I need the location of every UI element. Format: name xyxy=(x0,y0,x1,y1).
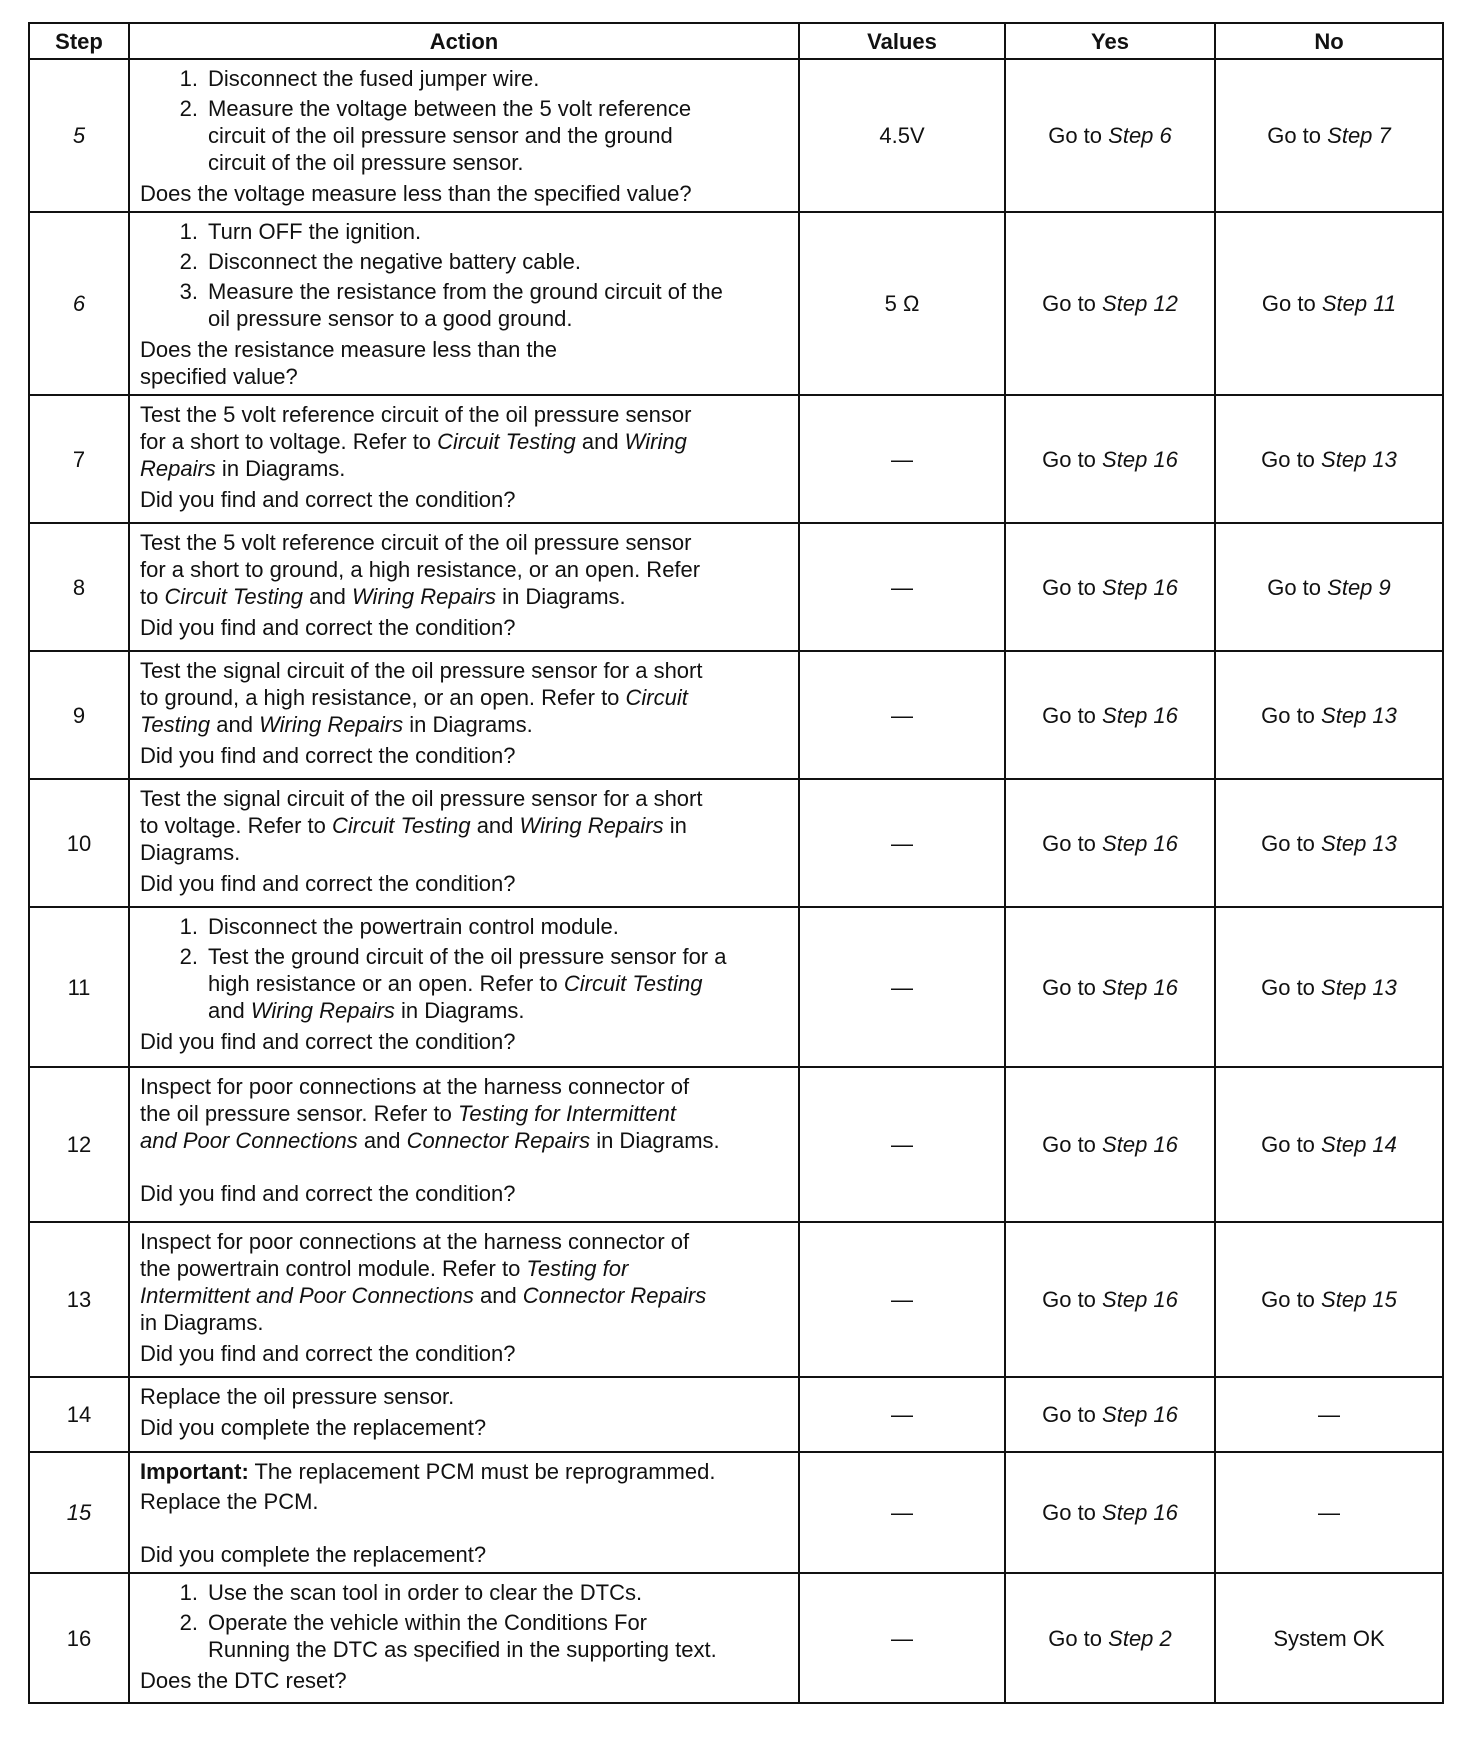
table-row xyxy=(29,1222,1443,1377)
no-cell xyxy=(1215,907,1443,1067)
step-number: 5 xyxy=(29,59,129,212)
important-label: Important: xyxy=(140,1459,249,1484)
no-target: Step 13 xyxy=(1321,702,1397,728)
no-prefix: Go to xyxy=(1267,574,1322,600)
col-header-no: No xyxy=(1215,23,1443,59)
item-text: Measure the resistance from the ground circuit of the oil pressure sensor to a good ground. xyxy=(208,279,723,331)
no-cell xyxy=(1215,59,1443,212)
no-target: Step 13 xyxy=(1321,446,1397,472)
value-cell: 4.5V xyxy=(799,59,1005,212)
action-cell xyxy=(129,779,799,907)
no-cell xyxy=(1215,779,1443,907)
table-row xyxy=(29,212,1443,395)
header-row xyxy=(29,23,1443,59)
no-cell xyxy=(1215,1222,1443,1377)
action-cell xyxy=(129,1452,799,1573)
value-cell: — xyxy=(799,779,1005,907)
no-cell: — xyxy=(1215,1452,1443,1573)
no-target: Step 13 xyxy=(1321,974,1397,1000)
no-target: Step 13 xyxy=(1321,830,1397,856)
yes-prefix: Go to xyxy=(1048,1625,1103,1651)
item-text: Disconnect the negative battery cable. xyxy=(208,249,582,274)
yes-prefix: Go to xyxy=(1042,830,1096,856)
no-target: Step 11 xyxy=(1321,291,1397,316)
no-prefix: Go to xyxy=(1267,123,1322,148)
table-row xyxy=(29,651,1443,779)
table-row xyxy=(29,1067,1443,1222)
list-item: 2. Test the ground circuit of the oil pressure sensor for a high resistance or an open. Refer to Circuit Testing and Wiring Repairs in Diagrams. xyxy=(140,943,792,1024)
action-cell xyxy=(129,1067,799,1222)
yes-target: Step 2 xyxy=(1108,1625,1172,1651)
important-text: The replacement PCM must be reprogrammed. xyxy=(248,1459,716,1484)
action-text: Inspect for poor connections at the harness connector of the powertrain control module. Refer to Testing for Intermittent and Poor Connections and Connector Repairs in Diagrams. xyxy=(140,1229,707,1335)
value-cell: — xyxy=(799,1222,1005,1377)
table-row xyxy=(29,1452,1443,1573)
no-prefix: Go to xyxy=(1261,830,1315,856)
list-item: 1. Disconnect the fused jumper wire. xyxy=(140,65,792,92)
yes-target: Step 16 xyxy=(1102,1287,1178,1312)
action-cell xyxy=(129,651,799,779)
list-item: 1. Turn OFF the ignition. xyxy=(140,218,792,245)
step-number: 9 xyxy=(29,651,129,779)
question-text: Does the resistance measure less than the specified value? xyxy=(140,337,558,389)
list-item: 1. Use the scan tool in order to clear the DTCs. xyxy=(140,1579,792,1606)
table-row xyxy=(29,1573,1443,1703)
item-text: Operate the vehicle within the Conditions For Running the DTC as specified in the supporting text. xyxy=(208,1610,717,1662)
no-cell: System OK xyxy=(1215,1573,1443,1703)
step-number: 12 xyxy=(29,1067,129,1222)
col-header-action: Action xyxy=(129,23,799,59)
yes-target: Step 16 xyxy=(1102,830,1178,856)
action-text: Test the signal circuit of the oil pressure sensor for a short to ground, a high resistance, or an open. Refer to Circuit Testing and Wiring Repairs in Diagrams. xyxy=(140,658,703,737)
no-prefix: Go to xyxy=(1261,702,1315,728)
item-text: Turn OFF the ignition. xyxy=(208,219,422,244)
question-text: Does the voltage measure less than the specified value? xyxy=(140,181,692,206)
question-text: Did you find and correct the condition? xyxy=(140,487,516,512)
action-text: Test the signal circuit of the oil pressure sensor for a short to voltage. Refer to Circuit Testing and Wiring Repairs in Diagrams. xyxy=(140,786,703,865)
value-cell: — xyxy=(799,1573,1005,1703)
action-cell xyxy=(129,395,799,523)
yes-target: Step 16 xyxy=(1102,974,1178,1000)
value-cell: — xyxy=(799,651,1005,779)
item-text: Use the scan tool in order to clear the DTCs. xyxy=(208,1580,643,1605)
step-number: 16 xyxy=(29,1573,129,1703)
important-note xyxy=(140,1458,792,1485)
yes-cell xyxy=(1005,1452,1215,1573)
list-item: 2. Measure the voltage between the 5 volt reference circuit of the oil pressure sensor and the ground circuit of the oil pressure sensor. xyxy=(140,95,792,176)
value-cell: — xyxy=(799,395,1005,523)
list-item: 2. Operate the vehicle within the Conditions For Running the DTC as specified in the supporting text. xyxy=(140,1609,792,1663)
question-text: Does the DTC reset? xyxy=(140,1668,347,1693)
yes-cell xyxy=(1005,1377,1215,1452)
yes-cell xyxy=(1005,395,1215,523)
step-number: 7 xyxy=(29,395,129,523)
yes-target: Step 16 xyxy=(1102,1132,1178,1157)
yes-cell xyxy=(1005,523,1215,651)
yes-target: Step 16 xyxy=(1102,446,1178,472)
value-cell: — xyxy=(799,1377,1005,1452)
yes-cell xyxy=(1005,779,1215,907)
yes-cell xyxy=(1005,651,1215,779)
question-text: Did you find and correct the condition? xyxy=(140,615,516,640)
yes-prefix: Go to xyxy=(1042,1402,1096,1427)
item-text: Disconnect the powertrain control module. xyxy=(208,914,619,939)
no-cell xyxy=(1215,651,1443,779)
no-prefix: Go to xyxy=(1261,1287,1315,1312)
table-row xyxy=(29,395,1443,523)
value-cell: — xyxy=(799,907,1005,1067)
yes-prefix: Go to xyxy=(1042,291,1096,316)
action-cell xyxy=(129,1573,799,1703)
yes-cell xyxy=(1005,59,1215,212)
yes-target: Step 16 xyxy=(1102,574,1178,600)
col-header-yes: Yes xyxy=(1005,23,1215,59)
item-text: Measure the voltage between the 5 volt reference circuit of the oil pressure sensor and the ground circuit of the oil pressure sensor. xyxy=(208,96,692,175)
value-cell: — xyxy=(799,1452,1005,1573)
question-text: Did you find and correct the condition? xyxy=(140,1181,516,1206)
question-text: Did you complete the replacement? xyxy=(140,1415,487,1440)
step-number: 15 xyxy=(29,1452,129,1573)
action-text: Test the 5 volt reference circuit of the oil pressure sensor for a short to voltage. Refer to Circuit Testing and Wiring Repairs in Diagrams. xyxy=(140,402,692,481)
value-cell: 5 Ω xyxy=(799,212,1005,395)
yes-cell xyxy=(1005,212,1215,395)
action-cell xyxy=(129,1222,799,1377)
action-cell xyxy=(129,212,799,395)
yes-cell xyxy=(1005,1067,1215,1222)
no-target: Step 14 xyxy=(1321,1132,1397,1157)
step-number: 14 xyxy=(29,1377,129,1452)
action-cell xyxy=(129,907,799,1067)
yes-prefix: Go to xyxy=(1042,702,1096,728)
list-item: 3. Measure the resistance from the ground circuit of the oil pressure sensor to a good ground. xyxy=(140,278,792,332)
list-item: 1. Disconnect the powertrain control module. xyxy=(140,913,792,940)
yes-prefix: Go to xyxy=(1042,574,1096,600)
action-text: Replace the PCM. xyxy=(140,1489,319,1514)
action-cell xyxy=(129,59,799,212)
table-row xyxy=(29,907,1443,1067)
yes-target: Step 16 xyxy=(1102,1402,1178,1427)
list-item: 2. Disconnect the negative battery cable. xyxy=(140,248,792,275)
yes-target: Step 6 xyxy=(1108,123,1172,148)
no-target: Step 9 xyxy=(1327,574,1391,600)
item-text: Test the ground circuit of the oil pressure sensor for a high resistance or an open. Refer to Circuit Testing and Wiring Repairs in Diagrams. xyxy=(208,944,727,1023)
no-cell xyxy=(1215,523,1443,651)
no-target: Step 15 xyxy=(1321,1287,1397,1312)
yes-target: Step 16 xyxy=(1102,702,1178,728)
question-text: Did you find and correct the condition? xyxy=(140,871,516,896)
col-header-values: Values xyxy=(799,23,1005,59)
no-prefix: Go to xyxy=(1261,1132,1315,1157)
diagnostic-table xyxy=(28,22,1444,1704)
yes-cell xyxy=(1005,1573,1215,1703)
question-text: Did you find and correct the condition? xyxy=(140,1341,516,1366)
yes-cell xyxy=(1005,907,1215,1067)
action-text: Test the 5 volt reference circuit of the oil pressure sensor for a short to ground, a high resistance, or an open. Refer to Circuit Testing and Wiring Repairs in Diagrams. xyxy=(140,530,701,609)
question-text: Did you find and correct the condition? xyxy=(140,1029,516,1054)
step-number: 11 xyxy=(29,907,129,1067)
step-number: 10 xyxy=(29,779,129,907)
step-number: 8 xyxy=(29,523,129,651)
no-cell: — xyxy=(1215,1377,1443,1452)
yes-cell xyxy=(1005,1222,1215,1377)
col-header-step: Step xyxy=(29,23,129,59)
value-cell: — xyxy=(799,523,1005,651)
question-text: Did you find and correct the condition? xyxy=(140,743,516,768)
item-text: Disconnect the fused jumper wire. xyxy=(208,66,540,91)
no-prefix: Go to xyxy=(1261,446,1315,472)
table-row xyxy=(29,59,1443,212)
yes-prefix: Go to xyxy=(1042,974,1096,1000)
yes-prefix: Go to xyxy=(1048,123,1103,148)
action-text: Replace the oil pressure sensor. xyxy=(140,1384,455,1409)
value-cell: — xyxy=(799,1067,1005,1222)
action-cell xyxy=(129,1377,799,1452)
no-target: Step 7 xyxy=(1327,123,1391,148)
step-number: 6 xyxy=(29,212,129,395)
question-text: Did you complete the replacement? xyxy=(140,1542,487,1567)
no-prefix: Go to xyxy=(1261,291,1316,316)
no-cell xyxy=(1215,212,1443,395)
no-cell xyxy=(1215,1067,1443,1222)
yes-target: Step 16 xyxy=(1102,1500,1178,1525)
action-cell xyxy=(129,523,799,651)
yes-prefix: Go to xyxy=(1042,1500,1096,1525)
no-prefix: Go to xyxy=(1261,974,1315,1000)
step-number: 13 xyxy=(29,1222,129,1377)
yes-prefix: Go to xyxy=(1042,446,1096,472)
yes-prefix: Go to xyxy=(1042,1132,1096,1157)
table-row xyxy=(29,779,1443,907)
yes-target: Step 12 xyxy=(1102,291,1178,316)
table-row xyxy=(29,1377,1443,1452)
table-row xyxy=(29,523,1443,651)
action-text: Inspect for poor connections at the harness connector of the oil pressure sensor. Refer to Testing for Intermittent and Poor Connections and Connector Repairs in Diagrams. xyxy=(140,1074,720,1153)
no-cell xyxy=(1215,395,1443,523)
yes-prefix: Go to xyxy=(1042,1287,1096,1312)
